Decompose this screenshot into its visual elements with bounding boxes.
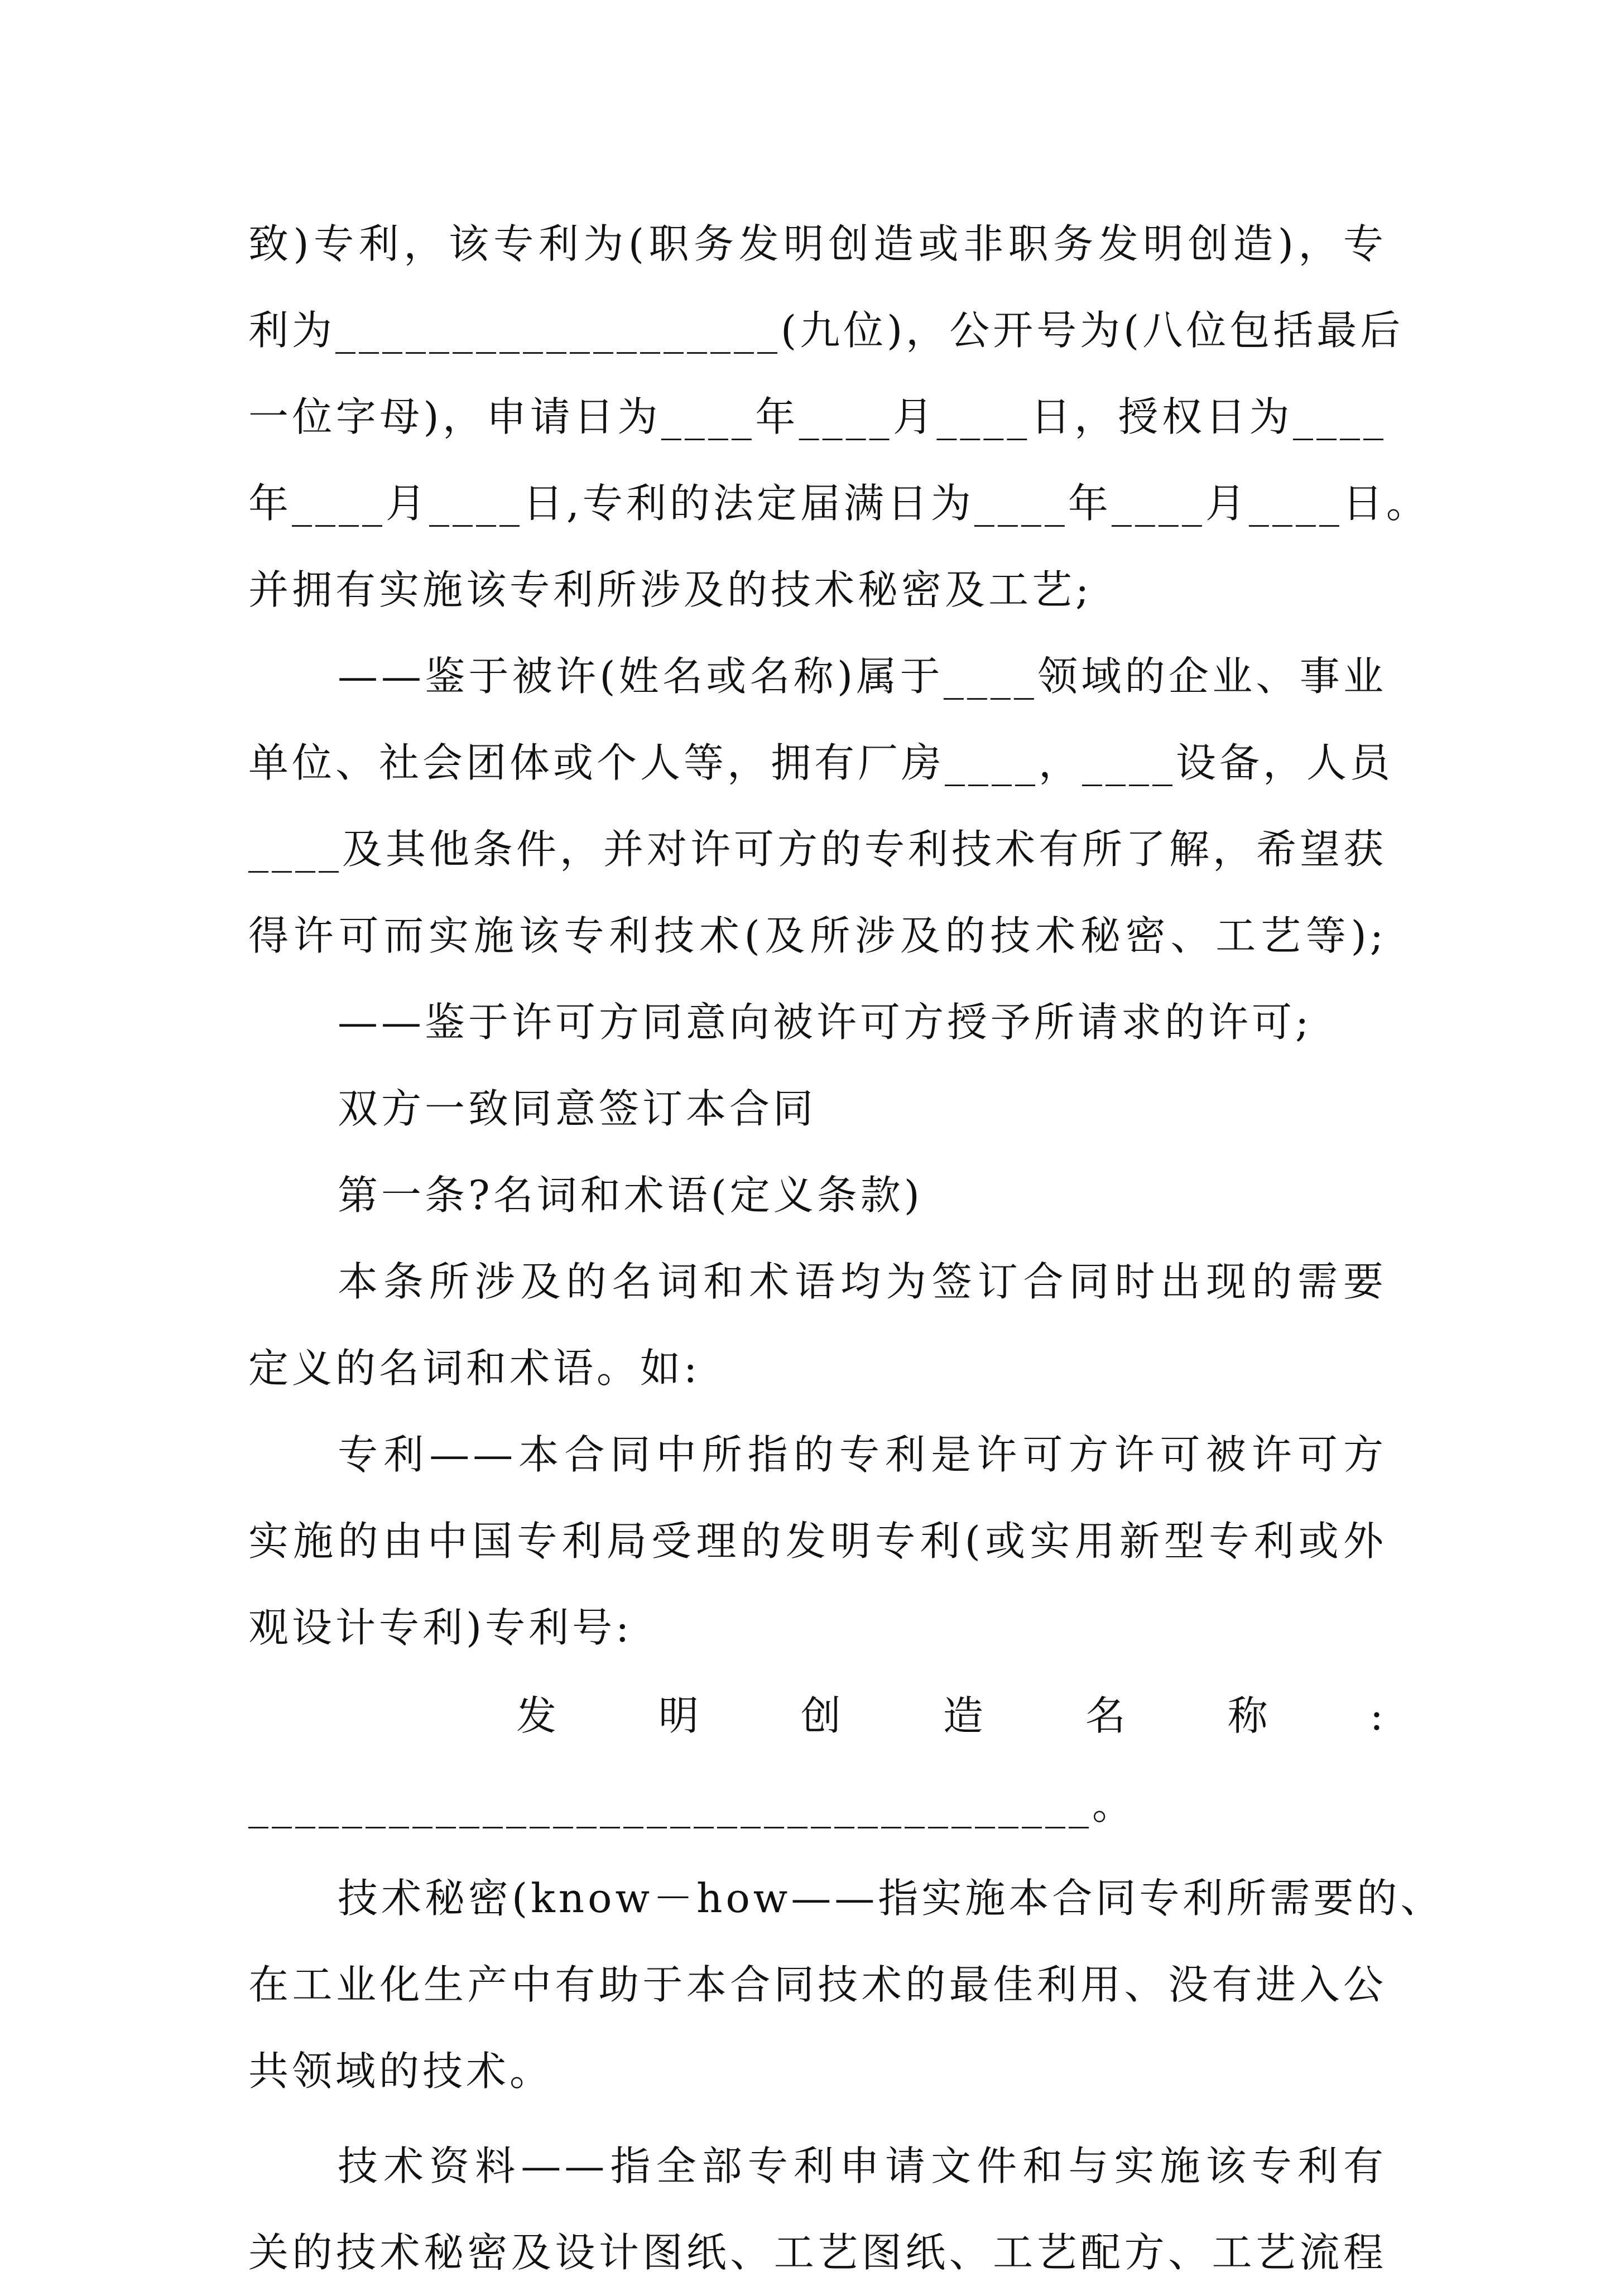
text-line: 双方一致同意签订本合同 xyxy=(338,1085,817,1132)
text-line: 实施的由中国专利局受理的发明专利(或实用新型专利或外 xyxy=(248,1518,1387,1565)
invention-name-label: 发 明 创 造 名 称 : xyxy=(516,1692,1387,1739)
text-line: 利为___________________(九位)，公开号为(八位包括最后 xyxy=(248,307,1404,354)
text-line: 在工业化生产中有助于本合同技术的最佳利用、没有进入公 xyxy=(248,1961,1387,2008)
text-line: 定义的名词和术语。如: xyxy=(248,1345,701,1392)
text-line: 技术资料——指全部专利申请文件和与实施该专利有 xyxy=(338,2143,1387,2189)
text-line: 关的技术秘密及设计图纸、工艺图纸、工艺配方、工艺流程 xyxy=(248,2229,1387,2276)
text-line: 观设计专利)专利号: xyxy=(248,1604,633,1651)
text-line: 一位字母)，申请日为____年____月____日，授权日为____ xyxy=(248,393,1387,440)
text-line: 年____月____日,专利的法定届满日为____年____月____日。 xyxy=(248,480,1430,527)
text-line: 致)专利，该专利为(职务发明创造或非职务发明创造)，专 xyxy=(248,220,1387,267)
invention-name-blank: ____________________________________。 xyxy=(248,1782,1136,1828)
text-line: 并拥有实施该专利所涉及的技术秘密及工艺; xyxy=(248,566,1093,613)
section-heading: 第一条?名词和术语(定义条款) xyxy=(338,1172,923,1219)
text-line: 技术秘密(know－how——指实施本合同专利所需要的、 xyxy=(338,1875,1444,1922)
text-line: 得许可而实施该专利技术(及所涉及的技术秘密、工艺等); xyxy=(248,912,1387,959)
text-line: ——鉴于许可方同意向被许可方授予所请求的许可; xyxy=(338,999,1313,1046)
text-line: ____及其他条件，并对许可方的专利技术有所了解，希望获 xyxy=(248,826,1387,873)
document-body xyxy=(248,201,1444,2296)
text-line: ——鉴于被许(姓名或名称)属于____领域的企业、事业 xyxy=(338,653,1387,700)
text-line: 本条所涉及的名词和术语均为签订合同时出现的需要 xyxy=(338,1258,1387,1305)
text-line: 共领域的技术。 xyxy=(248,2048,554,2095)
text-line: 专利——本合同中所指的专利是许可方许可被许可方 xyxy=(338,1431,1387,1478)
text-line: 单位、社会团体或个人等，拥有厂房____，____设备，人员 xyxy=(248,739,1394,786)
